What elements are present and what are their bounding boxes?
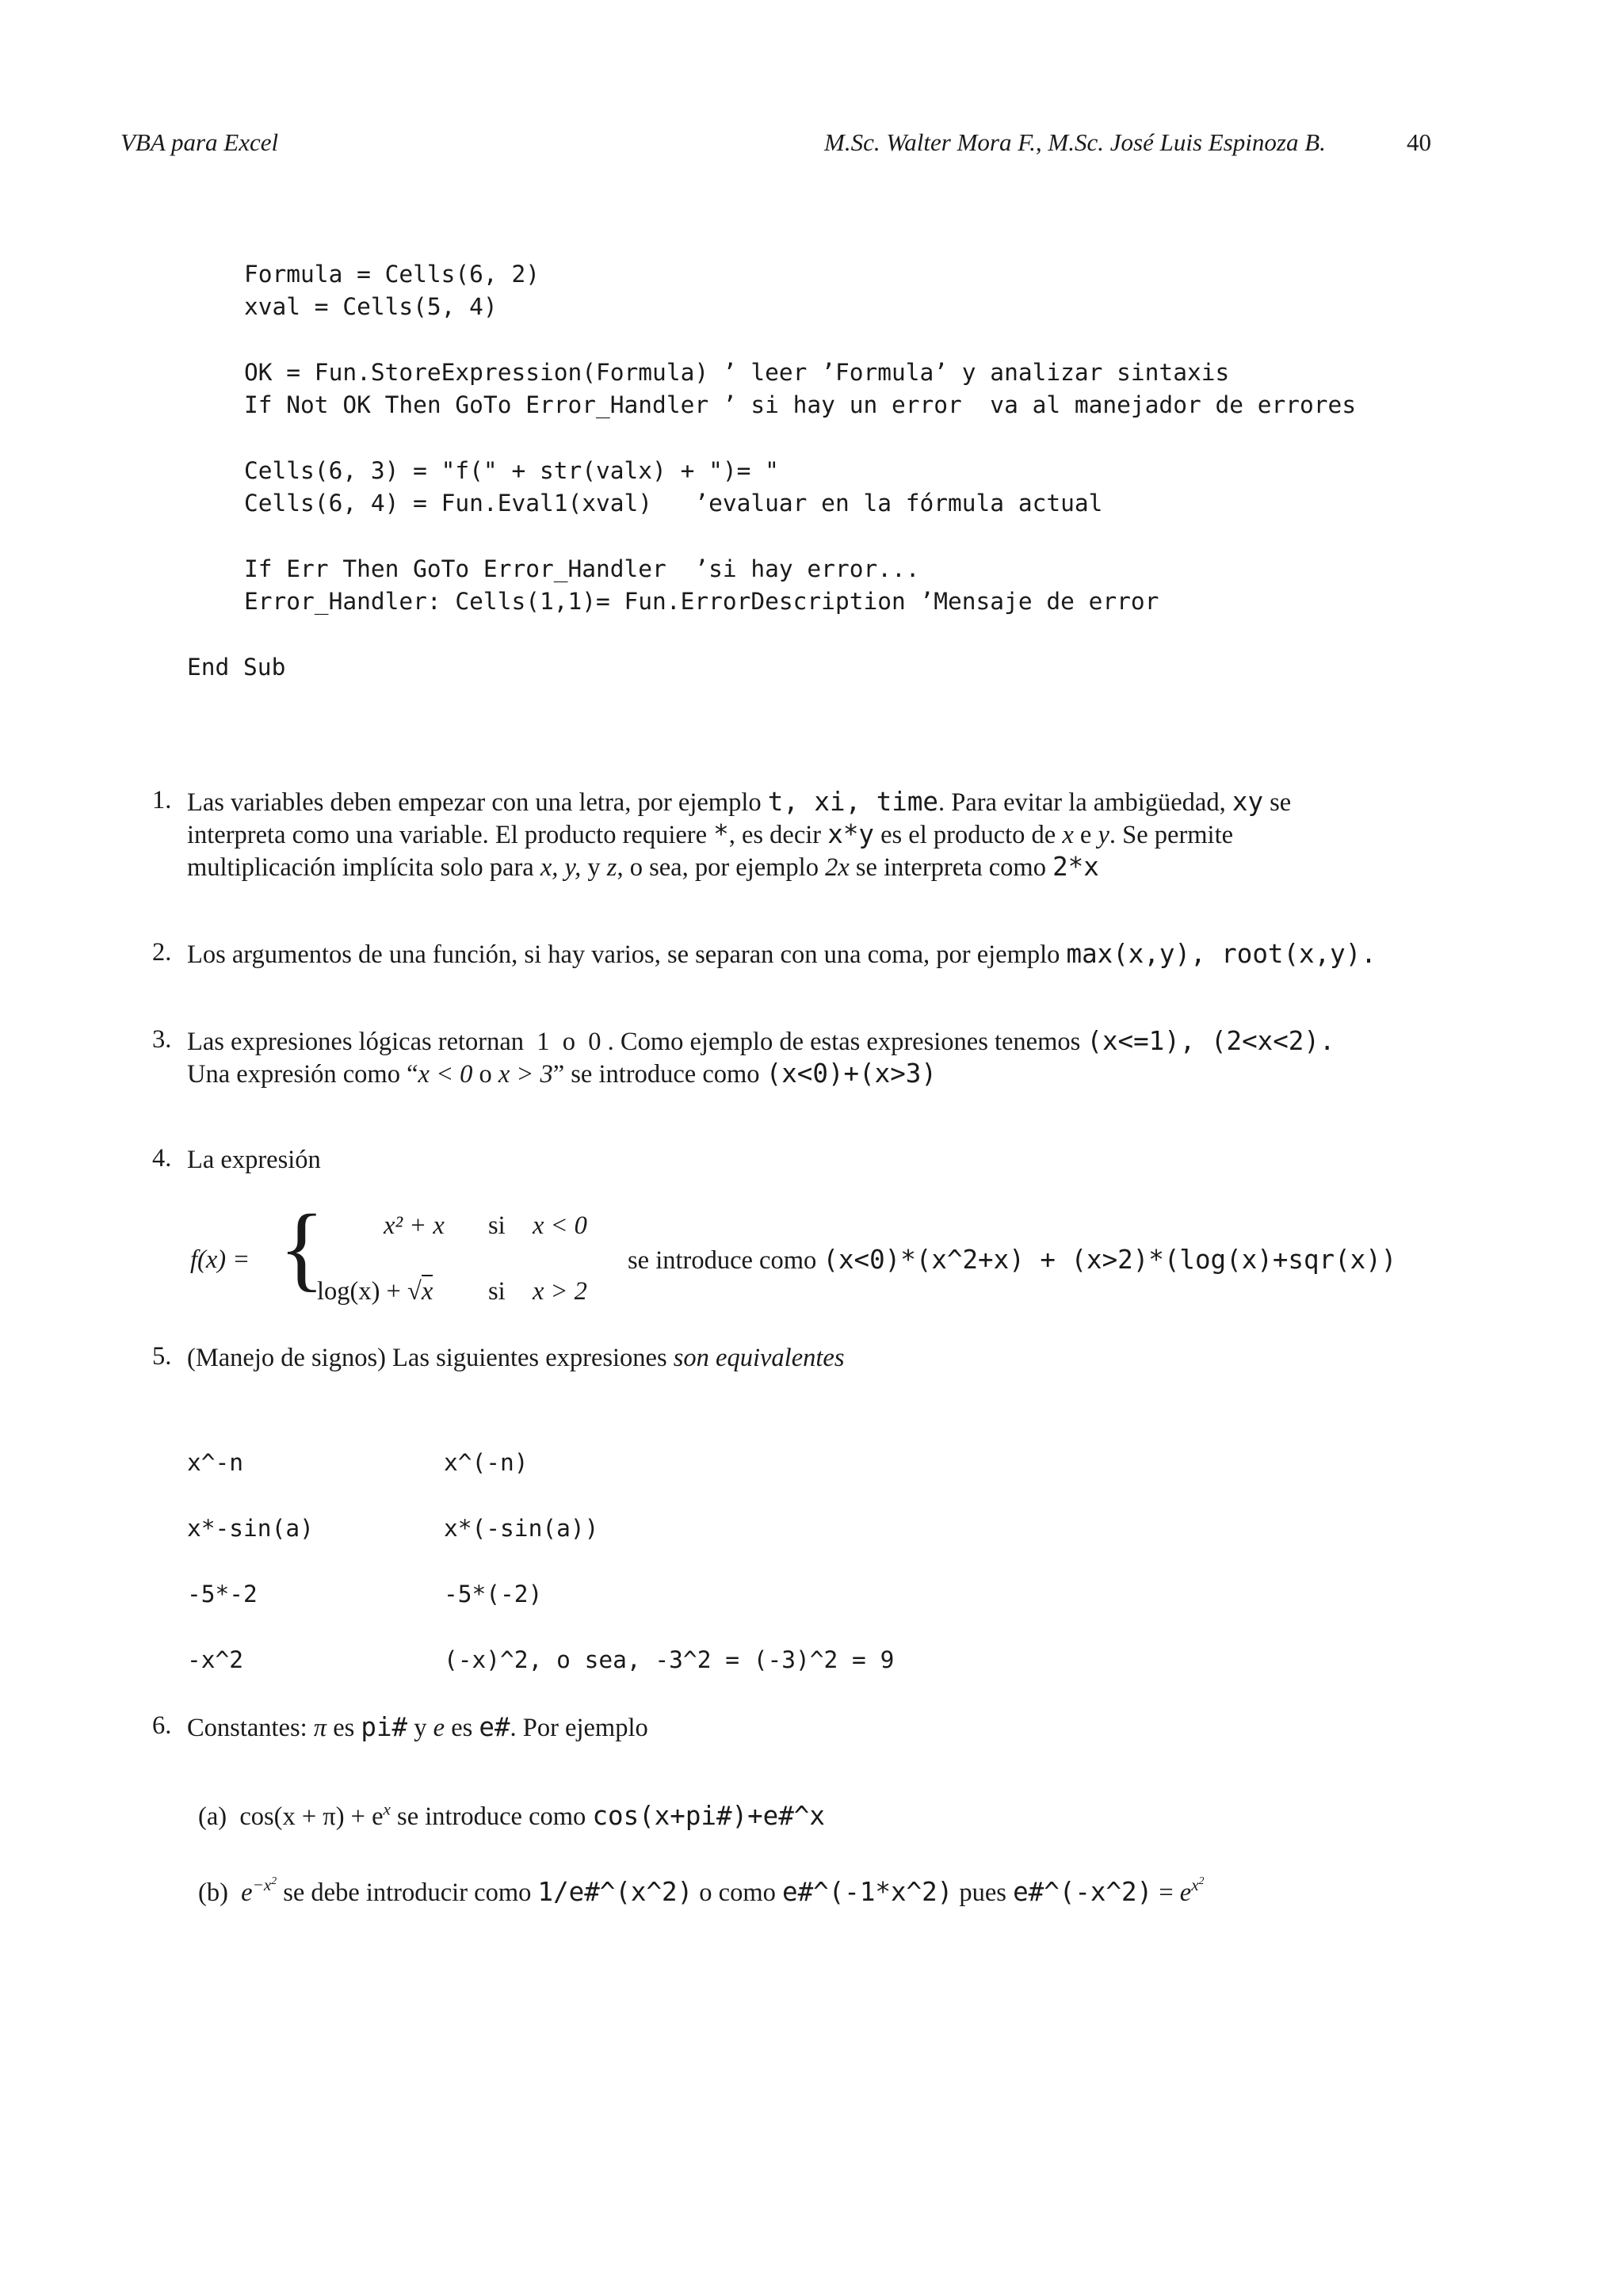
code-line: OK = Fun.StoreExpression(Formula) ’ leer ’Formula’ y analizar sintaxis (244, 359, 1230, 386)
header-left: VBA para Excel (120, 128, 279, 156)
text: interpreta como una variable. El producto requiere (187, 821, 714, 849)
inline-code: 1/e#^(x^2) (537, 1877, 693, 1907)
text: y (581, 853, 607, 882)
text: es (327, 1714, 361, 1742)
text: Las expresiones lógicas retornan 1 o 0 . Como ejemplo de estas expresiones tenemos (187, 1028, 1087, 1056)
math-var: 2x (825, 853, 850, 882)
text: o como (693, 1878, 783, 1907)
case-1-expr (384, 1210, 445, 1242)
code-line: Cells(6, 3) = "f(" + str(valx) + ")= " (244, 457, 779, 484)
code-end-sub: End Sub (187, 654, 286, 681)
inline-code: (x<0)*(x^2+x) + (x>2)*(log(x)+sqr(x)) (823, 1245, 1397, 1275)
case-2-expr (317, 1276, 433, 1308)
equiv-left: x*-sin(a) (187, 1515, 314, 1542)
text: Constantes: (187, 1714, 314, 1742)
item-line (187, 938, 1377, 971)
math-var: x (1062, 821, 1074, 849)
equiv-left: x^-n (187, 1449, 244, 1476)
item-line (187, 1058, 937, 1091)
text: , es decir (728, 821, 828, 849)
math-expr: log(x) + (317, 1277, 408, 1306)
sub-item-a (198, 1800, 825, 1833)
superscript (1191, 1875, 1204, 1894)
inline-code: 2*x (1052, 852, 1099, 882)
code-line: If Not OK Then GoTo Error_Handler ’ si hay un error va al manejador de errores (244, 391, 1357, 418)
sup-sup: 2 (271, 1875, 277, 1887)
sub-item-b (198, 1876, 1204, 1909)
item-line (187, 851, 1099, 884)
inline-code: * (713, 819, 729, 849)
case-1-cond: x < 0 (533, 1211, 587, 1240)
item-text: La expresión (187, 1146, 321, 1174)
math-expr: cos(x + π) + e (239, 1802, 384, 1831)
math-var: e (1179, 1878, 1192, 1907)
header-authors: M.Sc. Walter Mora F., M.Sc. José Luis Espinoza B. (824, 128, 1326, 156)
text: (Manejo de signos) Las siguientes expresiones (187, 1344, 674, 1372)
inline-code: xy (1232, 787, 1264, 817)
item-number: 6. (152, 1711, 172, 1740)
item-line (628, 1244, 1396, 1277)
text: Una expresión como “ (187, 1060, 418, 1089)
math-expr: x² + x (384, 1211, 445, 1240)
code-line: xval = Cells(5, 4) (244, 293, 498, 320)
inline-code: e#^(-1*x^2) (782, 1877, 953, 1907)
inline-code: (x<0)+(x>3) (766, 1058, 937, 1089)
text: es el producto de (873, 821, 1063, 849)
item-number: 2. (152, 938, 172, 967)
item-line (187, 1342, 844, 1375)
math-var: y (1098, 821, 1109, 849)
inline-code: e# (479, 1712, 510, 1742)
equiv-left: -x^2 (187, 1646, 244, 1673)
left-brace: { (279, 1195, 325, 1300)
text: ” se introduce como (552, 1060, 766, 1089)
text: . Por ejemplo (510, 1714, 648, 1742)
math-expr: x > 3 (498, 1060, 553, 1089)
math-var: e (241, 1878, 253, 1907)
text: = (1152, 1878, 1180, 1907)
case-1-si: si (488, 1211, 506, 1240)
sup-sup: 2 (1198, 1875, 1205, 1887)
item-number: 4. (152, 1144, 172, 1173)
sub-label: (b) (198, 1878, 228, 1907)
item-number: 1. (152, 786, 172, 814)
function-label: f(x) = (190, 1245, 250, 1274)
equiv-left: -5*-2 (187, 1581, 258, 1608)
inline-code: e#^(-x^2) (1013, 1877, 1153, 1907)
superscript (253, 1875, 277, 1894)
text: . Se permite (1109, 821, 1234, 849)
text: multiplicación implícita solo para (187, 853, 540, 882)
text: se debe introducir como (277, 1878, 538, 1907)
sup-text: −x (252, 1875, 272, 1895)
math-expr: x < 0 (418, 1060, 473, 1089)
code-line: Formula = Cells(6, 2) (244, 261, 540, 288)
item-number: 5. (152, 1342, 172, 1371)
math-var: x (422, 1275, 433, 1306)
inline-code: pi# (361, 1712, 408, 1742)
text: o (472, 1060, 498, 1089)
case-2-cond: x > 2 (533, 1277, 587, 1306)
equiv-right: -5*(-2) (444, 1581, 543, 1608)
text: y (407, 1714, 433, 1742)
math-var: z (606, 853, 617, 882)
superscript: x (383, 1799, 391, 1819)
item-line (187, 818, 1233, 852)
item-number: 3. (152, 1025, 172, 1054)
text: Los argumentos de una función, si hay varios, se separan con una coma, por ejemplo (187, 940, 1067, 969)
math-var: e (433, 1714, 445, 1742)
text: Las variables deben empezar con una letra, por ejemplo (187, 788, 768, 817)
item-line (187, 1711, 648, 1745)
item-line (187, 786, 1291, 819)
inline-code: t, xi, time (767, 787, 938, 817)
code-line: If Err Then GoTo Error_Handler ’si hay error... (244, 555, 920, 582)
text: pues (953, 1878, 1014, 1907)
text: se introduce como (628, 1246, 823, 1275)
inline-code: (x<=1), (2<x<2). (1086, 1026, 1335, 1056)
equiv-right: x*(-sin(a)) (444, 1515, 599, 1542)
equiv-right: (-x)^2, o sea, -3^2 = (-3)^2 = 9 (444, 1646, 895, 1673)
math-var: π (313, 1714, 327, 1742)
code-line: Error_Handler: Cells(1,1)= Fun.ErrorDescription ’Mensaje de error (244, 588, 1159, 615)
item-line (187, 1025, 1335, 1058)
text: , o sea, por ejemplo (617, 853, 826, 882)
inline-code: max(x,y), root(x,y). (1066, 939, 1377, 969)
page-number: 40 (1407, 128, 1431, 156)
sqrt-sign: √ (407, 1277, 422, 1306)
text: . Para evitar la ambigüedad, (938, 788, 1232, 817)
text: e (1073, 821, 1098, 849)
sub-label: (a) (198, 1802, 227, 1831)
text: se (1263, 788, 1292, 817)
inline-code: x*y (827, 819, 874, 849)
inline-code: cos(x+pi#)+e#^x (592, 1801, 825, 1831)
code-line: Cells(6, 4) = Fun.Eval1(xval) ’evaluar en la fórmula actual (244, 490, 1103, 517)
text: se introduce como (390, 1802, 593, 1831)
text: se interpreta como (849, 853, 1053, 882)
math-var: x, y, (540, 853, 582, 882)
text: es (445, 1714, 479, 1742)
sup-text: x (1191, 1875, 1199, 1895)
case-2-si: si (488, 1277, 506, 1306)
equiv-right: x^(-n) (444, 1449, 529, 1476)
emphasis: son equivalentes (673, 1344, 845, 1372)
